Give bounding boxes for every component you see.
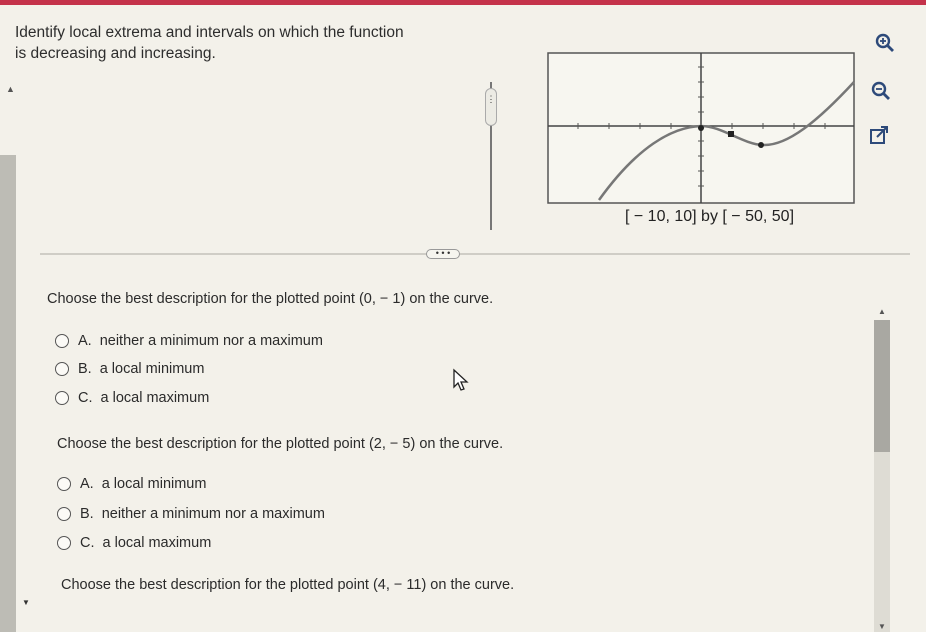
q2-option-c-text: a local maximum <box>102 535 212 551</box>
section-divider <box>40 253 910 255</box>
function-graph <box>547 52 855 204</box>
q2-option-b-text: neither a minimum nor a maximum <box>101 506 325 522</box>
q1-option-c-radio[interactable] <box>55 391 69 405</box>
q2-option-c-letter: C. <box>80 535 95 551</box>
prompt-line-2: is decreasing and increasing. <box>15 45 216 62</box>
splitter-handle-icon[interactable]: ⋮ <box>485 88 497 126</box>
zoom-out-icon[interactable] <box>868 78 894 104</box>
q1-option-c-text: a local maximum <box>100 390 210 406</box>
q1-option-a-radio[interactable] <box>55 334 69 348</box>
right-scrollbar-track[interactable] <box>874 452 890 632</box>
left-scrollbar[interactable] <box>0 155 16 632</box>
q1-option-b-radio[interactable] <box>55 362 69 376</box>
q2-option-a-text: a local minimum <box>101 476 207 492</box>
bottom-left-down-arrow-icon[interactable]: ▼ <box>22 598 30 607</box>
question-3-prompt: Choose the best description for the plotted point (4, − 11) on the curve. <box>61 577 515 593</box>
zoom-in-icon[interactable] <box>872 30 898 56</box>
question-1-prompt: Choose the best description for the plotted point (0, − 1) on the curve. <box>47 291 494 307</box>
q1-option-b-text: a local minimum <box>99 361 205 377</box>
q1-option-c[interactable] <box>55 390 209 406</box>
viewing-window-label: [ − 10, 10] by [ − 50, 50] <box>625 208 795 225</box>
q2-option-a[interactable] <box>57 476 206 492</box>
top-accent-bar <box>0 0 926 5</box>
point-2-neg5 <box>728 131 734 137</box>
external-link-icon[interactable] <box>866 122 892 148</box>
right-scroll-up-arrow-icon[interactable]: ▲ <box>878 307 886 316</box>
q2-option-b[interactable] <box>57 506 325 522</box>
mouse-pointer-icon <box>452 368 470 392</box>
q2-option-b-letter: B. <box>80 506 94 522</box>
question-2-prompt: Choose the best description for the plotted point (2, − 5) on the curve. <box>57 436 504 452</box>
q2-option-c-radio[interactable] <box>57 536 71 550</box>
q2-option-a-letter: A. <box>80 476 94 492</box>
expand-more-button[interactable]: • • • <box>426 249 460 259</box>
left-scroll-up-arrow-icon[interactable]: ▲ <box>6 84 15 94</box>
right-scroll-down-arrow-icon[interactable]: ▼ <box>878 622 886 631</box>
right-scrollbar-thumb[interactable] <box>874 320 890 452</box>
point-4-neg11 <box>758 142 764 148</box>
q2-option-b-radio[interactable] <box>57 507 71 521</box>
q1-option-b[interactable] <box>55 361 204 377</box>
prompt-line-1: Identify local extrema and intervals on which the function <box>15 24 404 41</box>
q1-option-a[interactable] <box>55 333 323 349</box>
point-0-neg1 <box>698 125 704 131</box>
q1-option-b-letter: B. <box>78 361 92 377</box>
q2-option-a-radio[interactable] <box>57 477 71 491</box>
q2-option-c[interactable] <box>57 535 211 551</box>
q1-option-a-letter: A. <box>78 333 92 349</box>
q1-option-a-text: neither a minimum nor a maximum <box>99 333 323 349</box>
problem-prompt <box>15 22 475 64</box>
q1-option-c-letter: C. <box>78 390 93 406</box>
